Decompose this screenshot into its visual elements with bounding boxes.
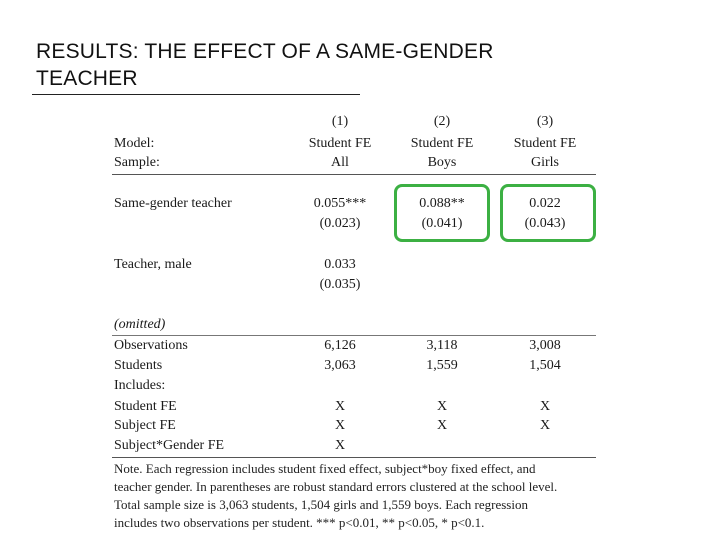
coef-value: 0.022	[529, 196, 561, 211]
stat-value: 3,008	[529, 338, 561, 353]
sample-cell: All	[331, 155, 349, 170]
note-line: Note. Each regression includes student fixed effect, subject*boy fixed effect, and	[114, 461, 536, 476]
includes-row	[112, 376, 596, 396]
slide-title-line-2: TEACHER	[36, 67, 138, 90]
model-label: Model:	[114, 136, 155, 151]
standard-error: (0.023)	[319, 216, 361, 231]
column-number: (3)	[536, 114, 554, 129]
include-mark: X	[436, 418, 448, 433]
header-rule	[112, 174, 596, 175]
model-cell: Student FE	[308, 136, 372, 151]
include-label: Subject FE	[114, 418, 176, 433]
include-mark: X	[334, 399, 346, 414]
coef-label: Teacher, male	[114, 257, 192, 272]
coef-row-same-gender	[112, 194, 596, 214]
omitted-row	[112, 315, 596, 335]
standard-error: (0.035)	[319, 277, 361, 292]
stat-value: 1,504	[529, 358, 561, 373]
include-row-student-fe	[112, 397, 596, 417]
sample-row	[112, 153, 596, 173]
column-number-row	[112, 112, 596, 132]
coef-label: Same-gender teacher	[114, 196, 232, 211]
include-mark: X	[539, 399, 551, 414]
model-cell: Student FE	[513, 136, 577, 151]
include-mark: X	[436, 399, 448, 414]
coef-value: 0.088**	[419, 196, 465, 211]
slide-title	[36, 38, 596, 92]
sample-cell: Girls	[531, 155, 559, 170]
include-row-subject-gender-fe	[112, 436, 596, 456]
stat-value: 1,559	[426, 358, 458, 373]
coef-value: 0.033	[324, 257, 356, 272]
include-label: Subject*Gender FE	[114, 438, 225, 453]
include-mark: X	[539, 418, 551, 433]
bottom-rule	[112, 457, 596, 458]
table-note	[114, 460, 598, 532]
standard-error: (0.043)	[524, 216, 566, 231]
include-row-subject-fe	[112, 416, 596, 436]
note-line: teacher gender. In parentheses are robust standard errors clustered at the school level.	[114, 479, 558, 494]
omitted-label: (omitted)	[114, 317, 166, 332]
include-mark: X	[334, 438, 346, 453]
coef-row-teacher-male	[112, 255, 596, 275]
coef-value: 0.055***	[313, 196, 367, 211]
standard-error: (0.041)	[421, 216, 463, 231]
include-label: Student FE	[114, 399, 177, 414]
stat-label: Students	[114, 358, 163, 373]
note-line: includes two observations per student. *** p<0.01, ** p<0.05, * p<0.1.	[114, 515, 485, 530]
stat-label: Observations	[114, 338, 188, 353]
sample-cell: Boys	[427, 155, 457, 170]
se-row-same-gender	[112, 214, 596, 234]
stat-row-observations	[112, 336, 596, 356]
column-number: (1)	[331, 114, 349, 129]
column-number: (2)	[433, 114, 451, 129]
model-cell: Student FE	[410, 136, 474, 151]
stat-value: 6,126	[324, 338, 356, 353]
note-line: Total sample size is 3,063 students, 1,504 girls and 1,559 boys. Each regression	[114, 497, 528, 512]
include-mark: X	[334, 418, 346, 433]
title-underline	[32, 94, 360, 95]
slide-title-line-1: RESULTS: THE EFFECT OF A SAME-GENDER	[36, 40, 494, 63]
model-row	[112, 134, 596, 154]
stat-row-students	[112, 356, 596, 376]
stat-value: 3,063	[324, 358, 356, 373]
includes-label: Includes:	[114, 378, 166, 393]
stat-value: 3,118	[426, 338, 458, 353]
se-row-teacher-male	[112, 275, 596, 295]
sample-label: Sample:	[114, 155, 160, 170]
